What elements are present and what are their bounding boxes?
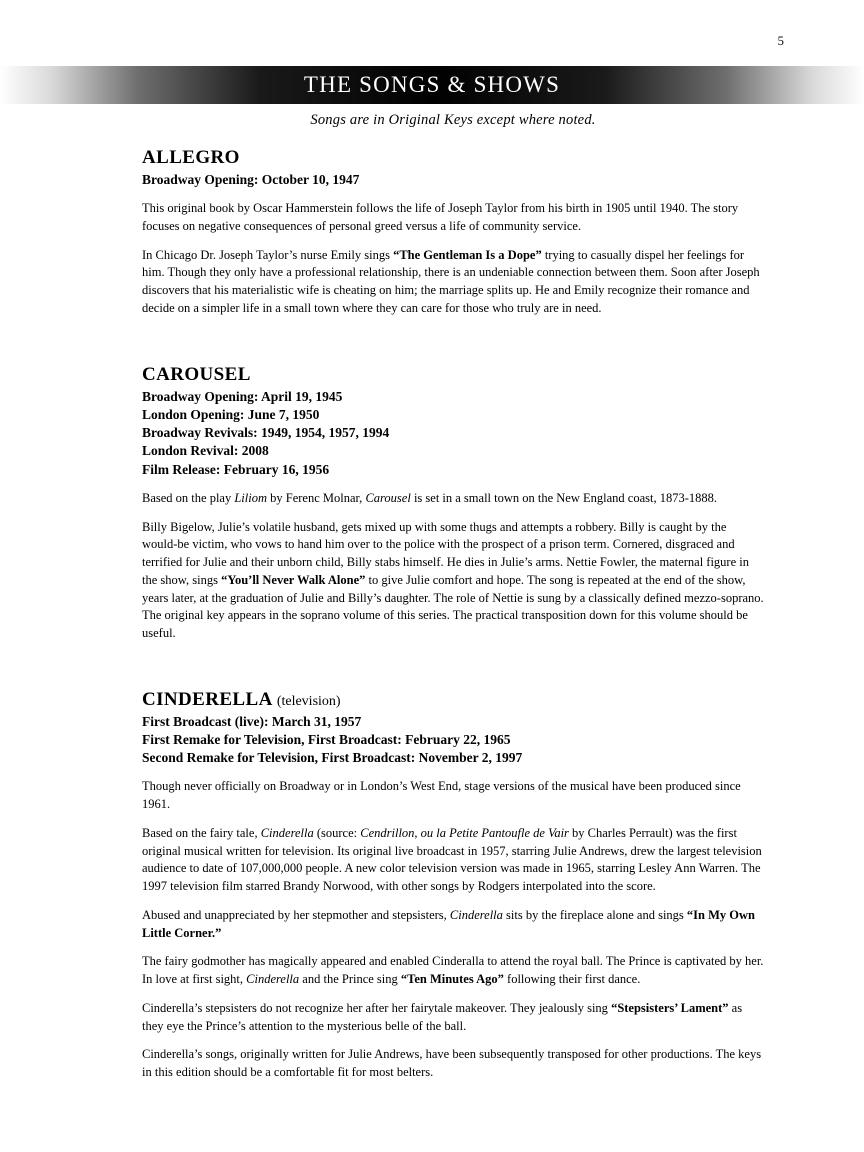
show-entry-cinderella <box>142 689 764 1082</box>
show-fact: Broadway Revivals: 1949, 1954, 1957, 1994 <box>142 425 390 441</box>
show-title <box>142 689 764 711</box>
banner-title: THE SONGS & SHOWS <box>303 72 561 97</box>
show-entry-carousel <box>142 364 764 643</box>
show-facts <box>142 388 764 479</box>
show-fact: London Revival: 2008 <box>142 443 269 459</box>
show-fact: Broadway Opening: October 10, 1947 <box>142 172 360 187</box>
show-title-qualifier: (television) <box>276 693 341 709</box>
show-paragraph: Though never officially on Broadway or in London’s West End, stage versions of the musical have been produced since 1961. <box>142 779 741 812</box>
page-content <box>142 112 764 1116</box>
show-paragraph: Cinderella’s songs, originally written for Julie Andrews, have been subsequently transposed for other productions. The keys in this edition should be a comfortable fit for most belters. <box>142 1047 762 1080</box>
show-title-text: CAROUSEL <box>142 363 251 385</box>
page-number: 5 <box>777 33 784 48</box>
show-paragraph: Based on the fairy tale, Cinderella (source: Cendrillon, ou la Petite Pantoufle de Vair by Charles Perrault) was the first original musical written for television. Its original live broadcast in 1957, starring Julie Andrews, drew the largest television audience to date of 107,000,000 people. A new color television version was made in 1965, starring Lesley Ann Warren. The 1997 television film starred Brandy Norwood, with other songs by Rodgers interpolated into the score. <box>142 825 762 894</box>
show-paragraph: Cinderella’s stepsisters do not recognize her after her fairytale makeover. They jealously sing “Stepsisters’ Lament” as they eye the Prince’s attention to the mysterious belle of the ball. <box>142 1000 743 1033</box>
show-title <box>142 364 764 386</box>
show-fact: Broadway Opening: April 19, 1945 <box>142 388 343 404</box>
show-entry-allegro <box>142 147 764 318</box>
show-title <box>142 147 764 169</box>
show-fact: Second Remake for Television, First Broadcast: November 2, 1997 <box>142 750 523 766</box>
show-title-text: CINDERELLA <box>142 688 272 710</box>
show-paragraph: In Chicago Dr. Joseph Taylor’s nurse Emily sings “The Gentleman Is a Dope” trying to casually dispel her feelings for him. Though they only have a professional relationship, there is an undeniable connection between them. Soon after Joseph discovers that his materialistic wife is cheating on him; the marriage splits up. He and Emily recognize their romance and decide on a simpler life in a small town where they can care for those who truly are in need. <box>142 247 760 315</box>
show-fact: First Remake for Television, First Broadcast: February 22, 1965 <box>142 732 511 748</box>
show-fact: London Opening: June 7, 1950 <box>142 406 320 422</box>
section-banner <box>0 66 864 104</box>
page-subtitle: Songs are in Original Keys except where noted. <box>310 112 596 128</box>
show-fact: First Broadcast (live): March 31, 1957 <box>142 713 362 729</box>
show-title-text: ALLEGRO <box>142 147 240 168</box>
show-paragraph: Abused and unappreciated by her stepmother and stepsisters, Cinderella sits by the fireplace alone and sings “In My Own Little Corner.” <box>142 907 755 940</box>
show-facts <box>142 713 764 768</box>
show-facts <box>142 171 764 189</box>
show-paragraph: This original book by Oscar Hammerstein follows the life of Joseph Taylor from his birth in 1905 until 1940. The story focuses on negative consequences of personal greed versus a life of community service. <box>142 201 739 233</box>
show-fact: Film Release: February 16, 1956 <box>142 461 330 477</box>
show-paragraph: The fairy godmother has magically appeared and enabled Cinderalla to attend the royal ball. The Prince is captivated by her. In love at first sight, Cinderella and the Prince sing “Ten Minutes Ago” following their first dance. <box>142 954 764 987</box>
show-paragraph: Based on the play Liliom by Ferenc Molnar, Carousel is set in a small town on the New England coast, 1873-1888. <box>142 490 718 505</box>
show-paragraph: Billy Bigelow, Julie’s volatile husband, gets mixed up with some thugs and attempts a robbery. Billy is caught by the would-be victim, who vows to hand him over to the police with the prospect of a prison term. Cornered, disgraced and terrified for Julie and their unborn child, Billy stabs himself. He dies in Julie’s arms. Nettie Fowler, the maternal figure in the show, sings “You’ll Never Walk Alone” to give Julie comfort and hope. The song is repeated at the end of the show, years later, at the graduation of Julie and Billy’s daughter. The role of Nettie is sung by a classically defined mezzo-soprano. The original key appears in the soprano volume of this series. The practical transposition down for this volume should be useful. <box>142 519 764 641</box>
